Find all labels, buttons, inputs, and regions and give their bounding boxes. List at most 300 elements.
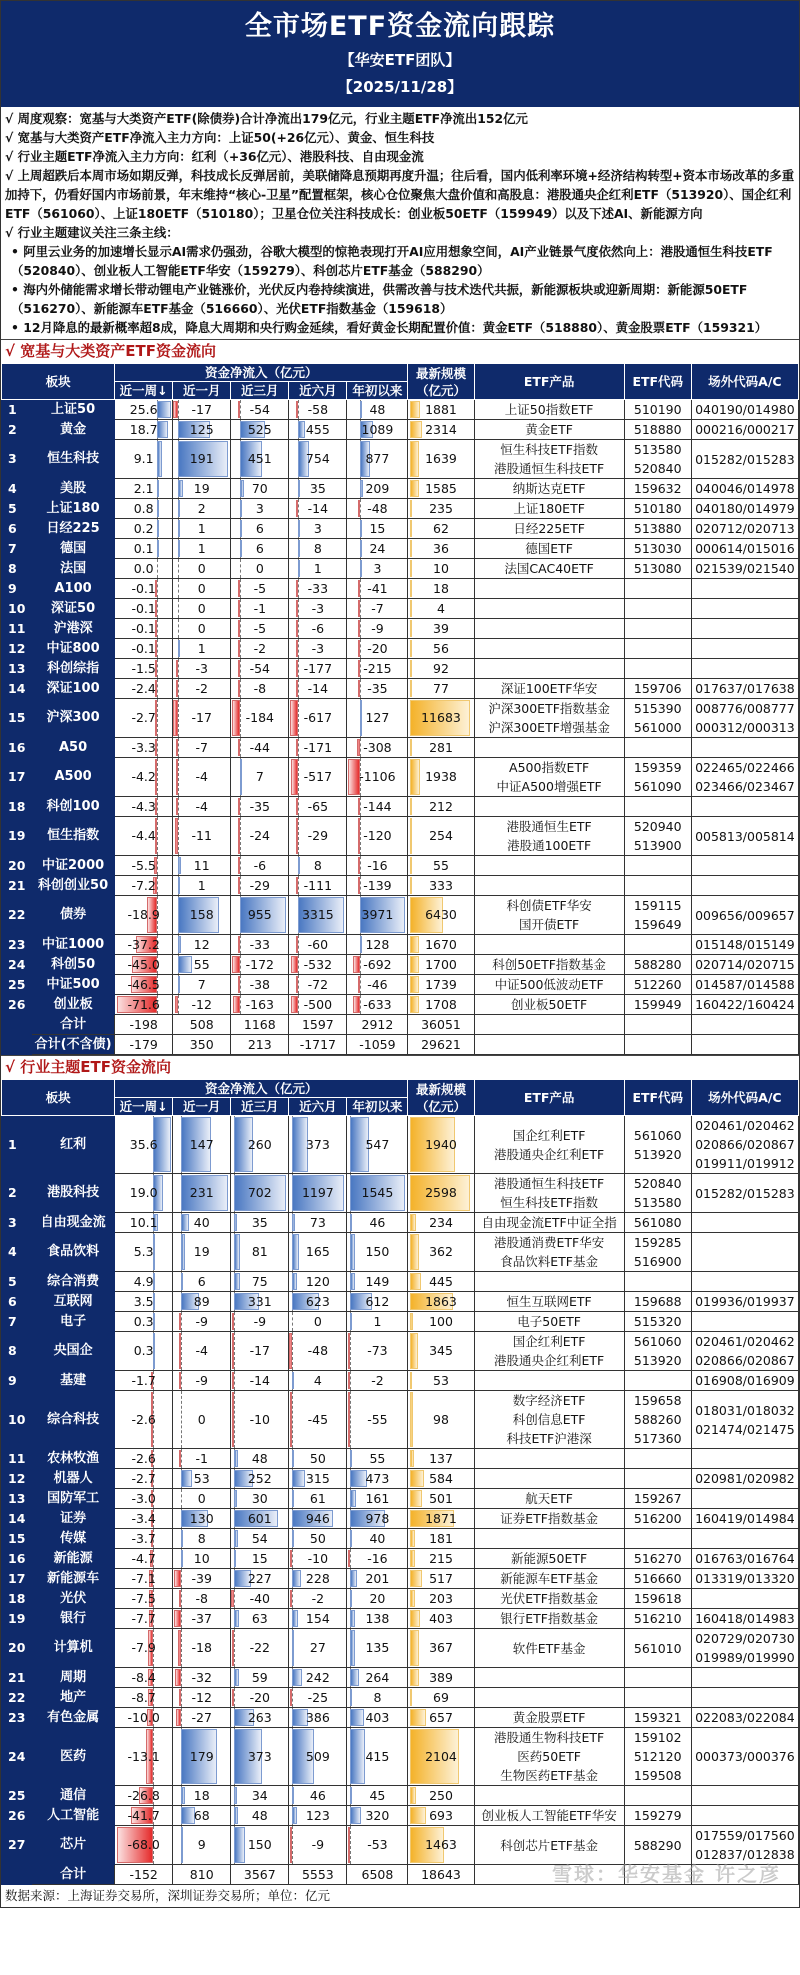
flow-value: -25 bbox=[307, 1689, 329, 1705]
etf-code: 159688 bbox=[633, 1294, 682, 1309]
row-index: 22 bbox=[2, 1688, 32, 1708]
table-row bbox=[2, 1569, 799, 1589]
header-otc-code: 场外代码A/C bbox=[691, 1080, 798, 1116]
flow-m1-cell bbox=[173, 995, 231, 1015]
row-index: 3 bbox=[2, 440, 32, 479]
flow-value: 25.6 bbox=[129, 401, 158, 417]
size-cell bbox=[408, 1213, 474, 1233]
flow-w1-cell bbox=[115, 876, 173, 896]
size-bar bbox=[410, 1590, 415, 1607]
flow-value: -45 bbox=[307, 1411, 329, 1427]
flow-value: -6 bbox=[253, 857, 267, 873]
total-ytd: -1059 bbox=[347, 1035, 408, 1055]
flow-value: -2 bbox=[195, 680, 208, 696]
flow-value: 2 bbox=[197, 500, 206, 516]
size-bar bbox=[410, 1610, 419, 1627]
flow-ytd-cell bbox=[347, 995, 408, 1015]
flow-m1-cell bbox=[173, 559, 231, 579]
header-week[interactable]: 近一周↓ bbox=[115, 1098, 173, 1116]
zero-axis bbox=[157, 599, 158, 618]
flow-m6-cell bbox=[289, 420, 347, 440]
etf-code-cell bbox=[624, 896, 691, 935]
outflow-bar bbox=[176, 739, 178, 756]
otc-code-cell bbox=[691, 619, 798, 639]
etf-code-cell bbox=[624, 1589, 691, 1609]
zero-axis bbox=[298, 400, 299, 419]
flow-value: -73 bbox=[367, 1343, 388, 1358]
size-value: 1938 bbox=[425, 769, 457, 784]
inflow-bar bbox=[234, 1530, 238, 1547]
flow-value: -8 bbox=[253, 680, 267, 696]
flow-m6-cell bbox=[289, 1806, 347, 1826]
flow-m6-cell bbox=[289, 975, 347, 995]
zero-axis bbox=[298, 679, 299, 698]
size-cell bbox=[408, 975, 474, 995]
size-cell bbox=[408, 738, 474, 758]
otc-code: 000312/000313 bbox=[695, 720, 795, 735]
etf-code-cell bbox=[624, 1312, 691, 1332]
header-month[interactable]: 近一月 bbox=[173, 382, 231, 400]
size-value: 56 bbox=[433, 640, 449, 656]
flow-m3-cell bbox=[231, 876, 289, 896]
size-cell bbox=[408, 1806, 474, 1826]
inflow-bar bbox=[178, 936, 181, 953]
size-value: 2104 bbox=[425, 1748, 457, 1764]
outflow-bar bbox=[357, 739, 360, 756]
flow-value: -55 bbox=[367, 1411, 388, 1427]
flow-w1-cell bbox=[115, 1708, 173, 1728]
flow-value: 451 bbox=[247, 451, 272, 466]
etf-code: 159279 bbox=[633, 1808, 682, 1823]
flow-m3-cell bbox=[231, 856, 289, 876]
flow-value: -1.7 bbox=[131, 1372, 156, 1388]
outflow-bar bbox=[238, 640, 240, 657]
header-month[interactable]: 近一月 bbox=[173, 1098, 231, 1116]
table-row bbox=[2, 1529, 799, 1549]
zero-axis bbox=[157, 579, 158, 598]
inflow-bar bbox=[234, 1787, 236, 1804]
flow-value: 7 bbox=[197, 976, 206, 992]
table-row bbox=[2, 955, 799, 975]
sector-name: 综合科技 bbox=[32, 1391, 115, 1449]
size-cell bbox=[408, 1609, 474, 1629]
sector-name: 中证500 bbox=[32, 975, 115, 995]
size-value: 69 bbox=[433, 1689, 449, 1705]
otc-code-cell bbox=[691, 1292, 798, 1312]
flow-w1-cell bbox=[115, 1116, 173, 1174]
size-cell bbox=[408, 699, 474, 738]
report-date: 【2025/11/28】 bbox=[337, 78, 463, 96]
etf-product: 科创50ETF指数基金 bbox=[492, 957, 606, 972]
etf-product: 上证180ETF bbox=[513, 501, 585, 516]
row-index: 2 bbox=[2, 1174, 32, 1213]
size-cell bbox=[408, 797, 474, 817]
inflow-bar bbox=[181, 1550, 183, 1567]
size-cell bbox=[408, 1629, 474, 1668]
zero-axis bbox=[298, 659, 299, 678]
flow-w1-cell bbox=[115, 738, 173, 758]
flow-value: 61 bbox=[309, 1490, 326, 1506]
row-index: 17 bbox=[2, 758, 32, 797]
etf-code: 513080 bbox=[633, 561, 682, 576]
size-bar bbox=[410, 421, 422, 438]
zero-axis bbox=[360, 738, 361, 757]
etf-product: 港股通恒生科技ETF bbox=[494, 461, 605, 476]
inflow-bar bbox=[240, 520, 242, 537]
flow-w1-cell bbox=[115, 1213, 173, 1233]
header-product: ETF产品 bbox=[474, 364, 624, 400]
note-line: √ 宽基与大类资产ETF净流入主力方向：上证50(+26亿元）、黄金、恒生科技 bbox=[5, 130, 435, 145]
etf-code: 516200 bbox=[633, 1511, 682, 1526]
inflow-bar bbox=[234, 1610, 239, 1627]
flow-w1-cell bbox=[115, 400, 173, 420]
outflow-bar bbox=[238, 620, 240, 637]
flow-value: -26.8 bbox=[127, 1787, 160, 1803]
etf-product: 证券ETF指数基金 bbox=[500, 1511, 598, 1526]
etf-product-cell bbox=[474, 1292, 624, 1312]
otc-code: 000216/000217 bbox=[695, 422, 795, 437]
etf-product: 自由现金流ETF中证全指 bbox=[481, 1215, 617, 1230]
flow-m6-cell bbox=[289, 1489, 347, 1509]
otc-code-cell bbox=[691, 1589, 798, 1609]
flow-value: -17 bbox=[191, 401, 212, 417]
empty-cell bbox=[624, 1035, 691, 1055]
size-bar bbox=[410, 1530, 414, 1547]
flow-m3-cell bbox=[231, 440, 289, 479]
etf-product: 光伏ETF指数基金 bbox=[500, 1591, 598, 1606]
size-cell bbox=[408, 1469, 474, 1489]
etf-product: 科创债ETF华安 bbox=[506, 898, 592, 913]
table-row bbox=[2, 1213, 799, 1233]
flow-value: 27 bbox=[309, 1640, 326, 1655]
flow-m6-cell bbox=[289, 619, 347, 639]
flow-value: -27 bbox=[191, 1709, 212, 1725]
etf-code-cell bbox=[624, 479, 691, 499]
size-cell bbox=[408, 1708, 474, 1728]
flow-ytd-cell bbox=[347, 1312, 408, 1332]
size-value: 98 bbox=[433, 1411, 449, 1427]
flow-ytd-cell bbox=[347, 1371, 408, 1391]
outflow-bar bbox=[358, 680, 360, 697]
zero-axis bbox=[360, 856, 361, 875]
flow-value: -7 bbox=[371, 600, 384, 616]
table-row bbox=[2, 579, 799, 599]
zero-axis bbox=[350, 1332, 351, 1370]
flow-value: 40 bbox=[369, 1530, 386, 1546]
flow-ytd-cell bbox=[347, 1469, 408, 1489]
flow-value: 4.9 bbox=[133, 1273, 154, 1289]
sector-name: 恒生科技 bbox=[32, 440, 115, 479]
size-bar bbox=[410, 1450, 413, 1467]
flow-value: -41.7 bbox=[127, 1807, 160, 1823]
flow-value: 1089 bbox=[361, 421, 394, 437]
total-m6: -1717 bbox=[289, 1035, 347, 1055]
size-value: 234 bbox=[429, 1214, 453, 1230]
flow-value: -48 bbox=[307, 1343, 329, 1358]
flow-value: -2.7 bbox=[131, 1470, 156, 1486]
header-week[interactable]: 近一周↓ bbox=[115, 382, 173, 400]
flow-ytd-cell bbox=[347, 1708, 408, 1728]
etf-product-cell bbox=[474, 1332, 624, 1371]
flow-value: 1545 bbox=[361, 1185, 394, 1200]
broad-etf-table-host bbox=[1, 363, 799, 1055]
zero-axis bbox=[298, 499, 299, 518]
size-bar bbox=[410, 1313, 412, 1330]
row-index: 24 bbox=[2, 955, 32, 975]
sector-name: 科创100 bbox=[32, 797, 115, 817]
size-bar bbox=[410, 877, 412, 894]
zero-axis bbox=[234, 1629, 235, 1667]
etf-product: 银行ETF指数基金 bbox=[500, 1611, 598, 1626]
flow-m3-cell bbox=[231, 896, 289, 935]
flow-value: 415 bbox=[365, 1748, 390, 1764]
otc-code-cell bbox=[691, 679, 798, 699]
flow-value: -40 bbox=[249, 1590, 270, 1606]
zero-axis bbox=[298, 639, 299, 658]
flow-value: 0 bbox=[197, 560, 206, 576]
total-m6: 1597 bbox=[289, 1015, 347, 1035]
etf-product-cell bbox=[474, 1449, 624, 1469]
industry-section-title: √ 行业主题ETF资金流向 bbox=[1, 1055, 799, 1079]
inflow-bar bbox=[350, 1610, 355, 1627]
size-value: 39 bbox=[433, 620, 449, 636]
zero-axis bbox=[157, 559, 158, 578]
outflow-bar bbox=[238, 739, 240, 756]
flow-value: 10 bbox=[193, 1550, 210, 1566]
flow-value: -8 bbox=[195, 1590, 208, 1606]
otc-code-cell bbox=[691, 559, 798, 579]
size-cell bbox=[408, 955, 474, 975]
sector-name: 基建 bbox=[32, 1371, 115, 1391]
otc-code: 012837/012838 bbox=[695, 1847, 795, 1862]
inflow-bar bbox=[298, 480, 300, 497]
flow-m3-cell bbox=[231, 797, 289, 817]
etf-code: 512120 bbox=[633, 1749, 682, 1764]
flow-ytd-cell bbox=[347, 876, 408, 896]
zero-axis bbox=[234, 1371, 235, 1390]
inflow-bar bbox=[178, 640, 180, 657]
size-value: 1700 bbox=[425, 956, 457, 972]
flow-m1-cell bbox=[173, 817, 231, 856]
etf-product: 港股通央企红利ETF bbox=[494, 1146, 605, 1162]
flow-ytd-cell bbox=[347, 1449, 408, 1469]
flow-m1-cell bbox=[173, 1332, 231, 1371]
flow-ytd-cell bbox=[347, 1549, 408, 1569]
otc-code: 023466/023467 bbox=[695, 779, 795, 794]
flow-w1-cell bbox=[115, 896, 173, 935]
row-index: 15 bbox=[2, 699, 32, 738]
flow-m1-cell bbox=[173, 1469, 231, 1489]
inflow-bar bbox=[234, 1273, 239, 1290]
flow-m1-cell bbox=[173, 1489, 231, 1509]
flow-m1-cell bbox=[173, 1688, 231, 1708]
inflow-bar bbox=[350, 1689, 352, 1706]
flow-m6-cell bbox=[289, 1312, 347, 1332]
flow-value: 263 bbox=[247, 1709, 272, 1725]
table-row bbox=[2, 896, 799, 935]
flow-value: 68 bbox=[193, 1807, 210, 1823]
etf-code-cell bbox=[624, 856, 691, 876]
flow-w1-cell bbox=[115, 440, 173, 479]
row-index: 18 bbox=[2, 797, 32, 817]
flow-value: 12 bbox=[193, 936, 210, 952]
flow-m1-cell bbox=[173, 797, 231, 817]
flow-value: -46.5 bbox=[127, 976, 160, 992]
report-title: 全市场ETF资金流向跟踪 bbox=[244, 11, 556, 42]
total-w1: -198 bbox=[115, 1015, 173, 1035]
flow-value: 509 bbox=[305, 1748, 330, 1764]
flow-value: -3 bbox=[311, 640, 325, 656]
otc-code: 021474/021475 bbox=[695, 1421, 795, 1437]
sector-name: 人工智能 bbox=[32, 1806, 115, 1826]
flow-ytd-cell bbox=[347, 797, 408, 817]
header-6month[interactable]: 近六月 bbox=[289, 382, 347, 400]
etf-code: 588260 bbox=[633, 1412, 682, 1427]
flow-ytd-cell bbox=[347, 559, 408, 579]
inflow-bar bbox=[350, 1630, 355, 1666]
flow-m6-cell bbox=[289, 1174, 347, 1213]
flow-m1-cell bbox=[173, 758, 231, 797]
outflow-bar bbox=[176, 680, 178, 697]
etf-product-cell bbox=[474, 1529, 624, 1549]
size-cell bbox=[408, 1728, 474, 1786]
etf-code-cell bbox=[624, 797, 691, 817]
etf-product: 法国CAC40ETF bbox=[504, 561, 594, 576]
theme-bullet: • 12月降息的最新概率超8成，降息大周期和央行购金延续，看好黄金长期配置价值：黄金ETF（518880）、黄金股票ETF（159321） bbox=[11, 320, 768, 335]
flow-value: -0.1 bbox=[131, 600, 156, 616]
zero-axis bbox=[157, 817, 158, 855]
header-3month[interactable]: 近三月 bbox=[231, 1098, 289, 1116]
zero-axis bbox=[157, 758, 158, 796]
inflow-bar bbox=[178, 956, 192, 973]
outflow-bar bbox=[238, 401, 241, 418]
header-6month[interactable]: 近六月 bbox=[289, 1098, 347, 1116]
inflow-bar bbox=[292, 1214, 295, 1231]
flow-value: -9 bbox=[311, 1837, 325, 1852]
flow-w1-cell bbox=[115, 1469, 173, 1489]
otc-code: 018031/018032 bbox=[695, 1402, 795, 1418]
flow-m1-cell bbox=[173, 1116, 231, 1174]
flow-value: -5 bbox=[253, 580, 267, 596]
otc-code: 040190/014980 bbox=[695, 402, 795, 417]
flow-ytd-cell bbox=[347, 420, 408, 440]
etf-product-cell bbox=[474, 619, 624, 639]
flow-w1-cell bbox=[115, 659, 173, 679]
etf-product-cell bbox=[474, 876, 624, 896]
flow-value: -111 bbox=[303, 877, 333, 893]
otc-code-cell bbox=[691, 400, 798, 420]
zero-axis bbox=[178, 738, 179, 757]
outflow-bar bbox=[231, 1590, 234, 1607]
table-row bbox=[2, 559, 799, 579]
size-bar bbox=[410, 560, 412, 577]
size-cell bbox=[408, 1312, 474, 1332]
etf-code: 510190 bbox=[633, 402, 682, 417]
flow-m6-cell bbox=[289, 699, 347, 738]
etf-code-cell bbox=[624, 1688, 691, 1708]
otc-code: 040046/014978 bbox=[695, 481, 795, 496]
etf-product-cell bbox=[474, 699, 624, 738]
table-row bbox=[2, 817, 799, 856]
flow-value: -7.9 bbox=[131, 1640, 156, 1655]
header-3month[interactable]: 近三月 bbox=[231, 382, 289, 400]
sector-name: 传媒 bbox=[32, 1529, 115, 1549]
flow-value: 7 bbox=[255, 769, 264, 784]
header-ytd[interactable]: 年初以来 bbox=[347, 382, 408, 400]
size-cell bbox=[408, 440, 474, 479]
etf-product: 新能源50ETF bbox=[511, 1551, 588, 1566]
table-row bbox=[2, 1174, 799, 1213]
flow-value: 161 bbox=[365, 1490, 390, 1506]
etf-product-cell bbox=[474, 935, 624, 955]
zero-axis bbox=[360, 639, 361, 658]
outflow-bar bbox=[238, 798, 240, 815]
inflow-bar bbox=[350, 1669, 359, 1686]
inflow-bar bbox=[360, 520, 362, 537]
flow-value: 120 bbox=[305, 1273, 330, 1289]
inflow-bar bbox=[240, 540, 242, 557]
flow-value: -633 bbox=[363, 996, 392, 1012]
outflow-bar bbox=[178, 1630, 182, 1666]
otc-code-cell bbox=[691, 955, 798, 975]
zero-axis bbox=[240, 659, 241, 678]
flow-m1-cell bbox=[173, 1509, 231, 1529]
etf-product-cell bbox=[474, 1371, 624, 1391]
header-ytd[interactable]: 年初以来 bbox=[347, 1098, 408, 1116]
table-row bbox=[2, 1629, 799, 1668]
size-cell bbox=[408, 519, 474, 539]
otc-code-cell bbox=[691, 1213, 798, 1233]
report-banner bbox=[1, 1, 799, 107]
total-size: 36051 bbox=[408, 1015, 474, 1035]
flow-value: 11 bbox=[193, 857, 210, 873]
outflow-bar bbox=[232, 1630, 234, 1666]
etf-product-cell bbox=[474, 995, 624, 1015]
zero-axis bbox=[292, 1549, 293, 1568]
flow-m6-cell bbox=[289, 738, 347, 758]
flow-ytd-cell bbox=[347, 679, 408, 699]
flow-ytd-cell bbox=[347, 1213, 408, 1233]
outflow-bar bbox=[296, 739, 298, 756]
inflow-bar bbox=[350, 1787, 352, 1804]
zero-axis bbox=[240, 400, 241, 419]
flow-value: 48 bbox=[251, 1807, 268, 1823]
flow-w1-cell bbox=[115, 995, 173, 1015]
flow-value: 19 bbox=[193, 480, 210, 496]
otc-code: 009656/009657 bbox=[695, 907, 795, 923]
size-cell bbox=[408, 1292, 474, 1312]
flow-value: -120 bbox=[363, 828, 392, 843]
outflow-bar bbox=[358, 500, 360, 517]
otc-code-cell bbox=[691, 896, 798, 935]
flow-value: 8 bbox=[313, 540, 322, 556]
flow-m3-cell bbox=[231, 679, 289, 699]
etf-product-cell bbox=[474, 639, 624, 659]
zero-axis bbox=[360, 995, 361, 1014]
etf-product-cell bbox=[474, 1509, 624, 1529]
flow-m6-cell bbox=[289, 1272, 347, 1292]
flow-w1-cell bbox=[115, 797, 173, 817]
inflow-bar bbox=[240, 480, 243, 497]
flow-m1-cell bbox=[173, 1529, 231, 1549]
etf-code: 513900 bbox=[633, 838, 682, 853]
etf-product: 港股通恒生ETF bbox=[506, 819, 592, 834]
flow-w1-cell bbox=[115, 1233, 173, 1272]
flow-value: 473 bbox=[365, 1470, 390, 1486]
size-bar bbox=[410, 640, 412, 657]
inflow-bar bbox=[292, 1372, 294, 1389]
flow-w1-cell bbox=[115, 1549, 173, 1569]
